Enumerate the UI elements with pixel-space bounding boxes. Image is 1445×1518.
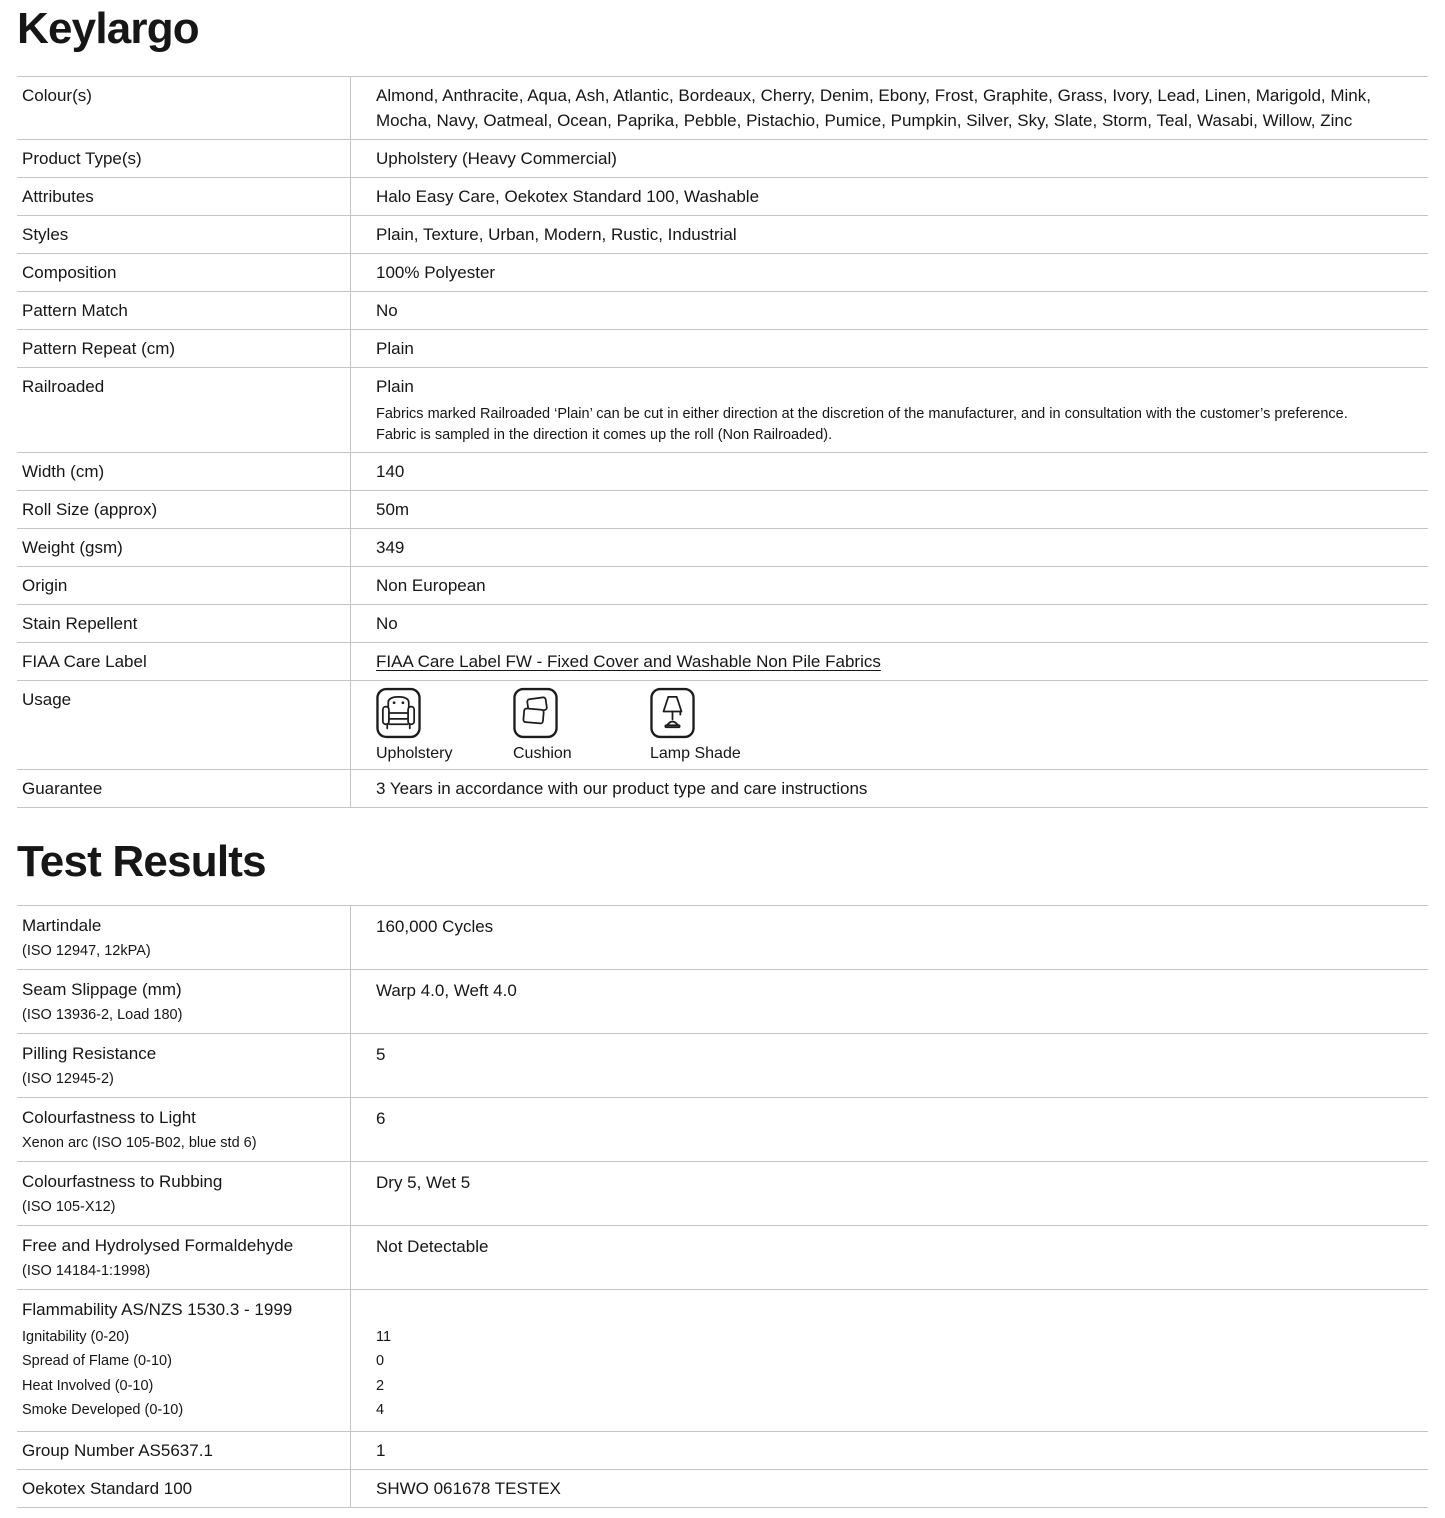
spec-label: Pattern Repeat (cm) — [22, 339, 176, 359]
test-label — [17, 1162, 350, 1225]
page-title: Keylargo — [17, 4, 199, 53]
spec-value: 349 — [350, 529, 1428, 566]
lamp-shade-icon — [650, 687, 695, 739]
railroaded-value: Plain — [376, 377, 414, 397]
test-label — [17, 970, 350, 1033]
test-label — [17, 1034, 350, 1097]
spec-label: FIAA Care Label — [22, 652, 147, 672]
spec-value: Upholstery (Heavy Commercial) — [350, 140, 1428, 177]
spec-value: Almond, Anthracite, Aqua, Ash, Atlantic, Bordeaux, Cherry, Denim, Ebony, Frost, Graphite, Grass, Ivory, Lead, Linen, Marigold, Mink, Mocha, Navy, Oatmeal, Ocean, Paprika, Pebble, Pistachio, Pumice, Pumpkin, Silver, Sky, Slate, Storm, Teal, Wasabi, Willow, Zinc — [350, 77, 1428, 139]
spec-value: 100% Polyester — [350, 254, 1428, 291]
flammability-sub-value: 0 — [376, 1353, 385, 1370]
spec-value: Plain, Texture, Urban, Modern, Rustic, Industrial — [350, 216, 1428, 253]
test-row-seam-slippage — [17, 969, 1428, 1033]
test-label: Group Number AS5637.1 — [22, 1440, 213, 1460]
spec-value: 50m — [350, 491, 1428, 528]
flammability-label-cell — [17, 1290, 350, 1431]
test-row-colourfastness-rubbing — [17, 1161, 1428, 1225]
usage-item-cushion — [513, 687, 650, 763]
spec-label: Pattern Match — [22, 301, 128, 321]
spec-row-product-type — [17, 139, 1428, 177]
usage-list — [376, 687, 1412, 763]
usage-label: Cushion — [513, 745, 572, 763]
test-label-main: Pilling Resistance — [22, 1043, 157, 1063]
test-value: 5 — [350, 1034, 1428, 1097]
spec-value: No — [350, 292, 1428, 329]
flammability-sub-value: 4 — [376, 1402, 385, 1419]
spec-row-width — [17, 452, 1428, 490]
test-label-standard: (ISO 13936-2, Load 180) — [22, 1006, 183, 1023]
product-spec-table — [17, 76, 1428, 808]
spec-label: Width (cm) — [22, 462, 105, 482]
spec-label: Weight (gsm) — [22, 538, 123, 558]
test-label-main: Colourfastness to Light — [22, 1107, 196, 1127]
flammability-sub-value: 11 — [376, 1328, 392, 1345]
spec-label: Composition — [22, 263, 117, 283]
test-results-table — [17, 905, 1428, 1508]
test-value: Warp 4.0, Weft 4.0 — [350, 970, 1428, 1033]
flammability-heading: Flammability AS/NZS 1530.3 - 1999 — [22, 1299, 293, 1319]
spec-value: Halo Easy Care, Oekotex Standard 100, Washable — [350, 178, 1428, 215]
spec-row-usage — [17, 680, 1428, 769]
spec-row-colours — [17, 76, 1428, 139]
spec-label: Stain Repellent — [22, 614, 138, 634]
flammability-sub-label: Spread of Flame (0-10) — [22, 1353, 172, 1370]
test-row-oekotex — [17, 1469, 1428, 1507]
spec-label: Railroaded — [22, 377, 105, 397]
test-value: 160,000 Cycles — [350, 906, 1428, 969]
flammability-sub-label: Ignitability (0-20) — [22, 1328, 130, 1345]
spec-row-weight — [17, 528, 1428, 566]
test-label-standard: (ISO 105-X12) — [22, 1198, 116, 1215]
flammability-sub-label: Heat Involved (0-10) — [22, 1377, 154, 1394]
test-label-standard: (ISO 14184-1:1998) — [22, 1262, 151, 1279]
flammability-value-cell — [350, 1290, 1428, 1431]
flammability-sub-label: Smoke Developed (0-10) — [22, 1402, 184, 1419]
spec-label: Styles — [22, 225, 69, 245]
test-value: Dry 5, Wet 5 — [350, 1162, 1428, 1225]
spec-value: Non European — [350, 567, 1428, 604]
spec-value — [350, 681, 1428, 769]
spec-label: Colour(s) — [22, 86, 92, 106]
spec-row-pattern-repeat — [17, 329, 1428, 367]
test-row-colourfastness-light — [17, 1097, 1428, 1161]
test-label-main: Colourfastness to Rubbing — [22, 1171, 223, 1191]
test-label-main: Free and Hydrolysed Formaldehyde — [22, 1235, 294, 1255]
spec-value: 140 — [350, 453, 1428, 490]
armchair-icon — [376, 687, 421, 739]
spec-value — [350, 643, 1428, 680]
spec-label: Roll Size (approx) — [22, 500, 158, 520]
test-value: 6 — [350, 1098, 1428, 1161]
spec-label: Guarantee — [22, 779, 103, 799]
spec-row-pattern-match — [17, 291, 1428, 329]
test-label-standard: Xenon arc (ISO 105-B02, blue std 6) — [22, 1134, 257, 1151]
test-row-pilling-resistance — [17, 1033, 1428, 1097]
test-row-flammability — [17, 1289, 1428, 1431]
test-row-martindale — [17, 905, 1428, 969]
spec-row-origin — [17, 566, 1428, 604]
test-label — [17, 1226, 350, 1289]
test-label: Oekotex Standard 100 — [22, 1478, 193, 1498]
flammability-heading-spacer — [376, 1298, 1412, 1325]
spec-row-fiaa-care-label — [17, 642, 1428, 680]
usage-item-upholstery — [376, 687, 513, 763]
test-label — [17, 1098, 350, 1161]
spec-row-attributes — [17, 177, 1428, 215]
test-value: 1 — [350, 1432, 1428, 1469]
spec-row-stain-repellent — [17, 604, 1428, 642]
test-row-formaldehyde — [17, 1225, 1428, 1289]
railroaded-note: Fabrics marked Railroaded ‘Plain’ can be cut in either direction at the discretion of the manufacturer, and in consultation with the customer’s preference. Fabric is sampled in the direction it comes up the roll (Non Railroaded). — [376, 406, 1348, 444]
test-label-standard: (ISO 12947, 12kPA) — [22, 942, 151, 959]
spec-label: Usage — [22, 690, 72, 710]
spec-label: Product Type(s) — [22, 149, 142, 169]
spec-value: No — [350, 605, 1428, 642]
spec-row-railroaded — [17, 367, 1428, 452]
test-row-group-number — [17, 1431, 1428, 1469]
spec-row-composition — [17, 253, 1428, 291]
usage-item-lamp-shade — [650, 687, 787, 763]
spec-row-styles — [17, 215, 1428, 253]
usage-label: Upholstery — [376, 745, 453, 763]
test-results-title: Test Results — [17, 837, 266, 887]
test-value: Not Detectable — [350, 1226, 1428, 1289]
spec-value: Plain — [350, 330, 1428, 367]
flammability-sub-value: 2 — [376, 1377, 385, 1394]
spec-row-roll-size — [17, 490, 1428, 528]
test-label-standard: (ISO 12945-2) — [22, 1070, 114, 1087]
test-label-main: Martindale — [22, 915, 102, 935]
test-value: SHWO 061678 TESTEX — [350, 1470, 1428, 1507]
spec-label: Origin — [22, 576, 68, 596]
usage-label: Lamp Shade — [650, 745, 741, 763]
cushion-icon — [513, 687, 558, 739]
fiaa-care-label-link[interactable]: FIAA Care Label FW - Fixed Cover and Washable Non Pile Fabrics — [376, 652, 881, 672]
spec-value — [350, 368, 1428, 452]
test-label-main: Seam Slippage (mm) — [22, 979, 182, 999]
spec-label: Attributes — [22, 187, 94, 207]
spec-row-guarantee — [17, 769, 1428, 807]
test-label — [17, 906, 350, 969]
spec-value: 3 Years in accordance with our product type and care instructions — [350, 770, 1428, 807]
